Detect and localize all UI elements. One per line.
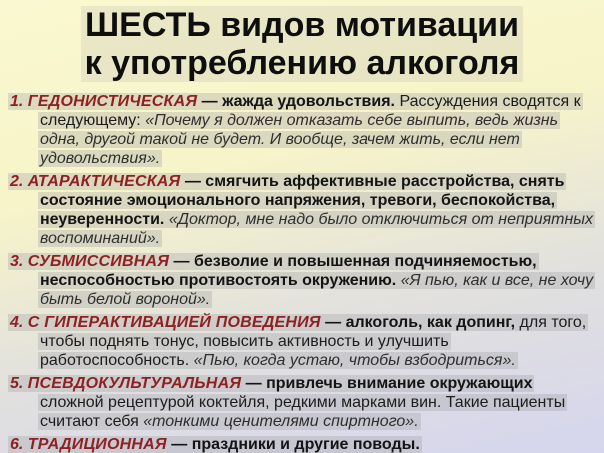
list-item-submissive xyxy=(8,252,596,309)
list-item-traditional xyxy=(8,435,596,453)
item-definition-bold: — праздники и другие поводы. xyxy=(171,436,420,453)
list-item-text xyxy=(8,314,588,369)
item-number: 3. xyxy=(10,253,24,270)
item-quote: «Доктор, мне надо было отключиться от неприятных воспоминаний». xyxy=(40,211,594,247)
item-description: для того, чтобы поднять тонус, повысить активность и улучшить работоспособность. xyxy=(40,314,587,369)
item-definition-bold: — алкоголь, как допинг, xyxy=(325,314,516,331)
page-title xyxy=(8,6,596,82)
list-item-hedonistic xyxy=(8,92,596,168)
page-title-line-2-text: к употреблению алкоголя xyxy=(81,44,524,82)
page-title-line-1-text: ШЕСТЬ видов мотивации xyxy=(81,6,523,44)
item-quote: «Почему я должен отказать себе выпить, ведь жизнь одна, другой такой не будет. И вообще, зачем жить, если нет удовольствия». xyxy=(40,112,559,167)
item-term: ПСЕВДОКУЛЬТУРАЛЬНАЯ xyxy=(27,375,242,392)
list-item-text xyxy=(8,375,567,430)
item-quote: «Пью, когда устаю, чтобы взбодриться». xyxy=(193,352,516,369)
item-definition-bold: — смягчить аффективные расстройства, снять состояние эмоционального напряжения, тревоги, беспокойства, неуверенности. xyxy=(40,173,565,228)
item-number: 5. xyxy=(10,375,24,392)
item-term: ТРАДИЦИОННАЯ xyxy=(27,436,167,453)
item-term: С ГИПЕРАКТИВАЦИЕЙ ПОВЕДЕНИЯ xyxy=(27,314,321,331)
list-item-hyperactivation xyxy=(8,313,596,370)
item-term: СУБМИССИВНАЯ xyxy=(27,253,170,270)
list-item-text xyxy=(8,93,583,167)
item-definition-bold: — привлечь внимание окружающих xyxy=(245,375,533,392)
item-number: 4. xyxy=(10,314,24,331)
list-item-text xyxy=(8,173,595,247)
list-item-pseudocultural xyxy=(8,374,596,431)
page-title-line-2 xyxy=(8,44,596,82)
item-number: 2. xyxy=(10,173,24,190)
item-description: сложной рецептурой коктейля, редкими марками вин. Такие пациенты считают себя xyxy=(40,394,566,430)
item-definition-bold: — безволие и повышенная подчиняемостью, неспособностью противостоять окружению. xyxy=(40,253,537,289)
page-title-line-1 xyxy=(8,6,596,44)
item-quote: «Я пью, как и все, не хочу быть белой вороной». xyxy=(40,272,594,308)
item-term: АТАРАКТИЧЕСКАЯ xyxy=(27,173,181,190)
motivation-list xyxy=(8,92,596,453)
list-item-text xyxy=(8,253,595,308)
item-number: 1. xyxy=(10,93,24,110)
item-description: Рассуждения сводятся к следующему: xyxy=(40,93,581,129)
item-quote: «тонкими ценителями спиртного». xyxy=(143,413,419,430)
item-number: 6. xyxy=(10,436,24,453)
list-item-ataractic xyxy=(8,172,596,248)
item-term: ГЕДОНИСТИЧЕСКАЯ xyxy=(27,93,198,110)
item-definition-bold: — жажда удовольствия. xyxy=(201,93,395,110)
list-item-text xyxy=(8,436,422,453)
